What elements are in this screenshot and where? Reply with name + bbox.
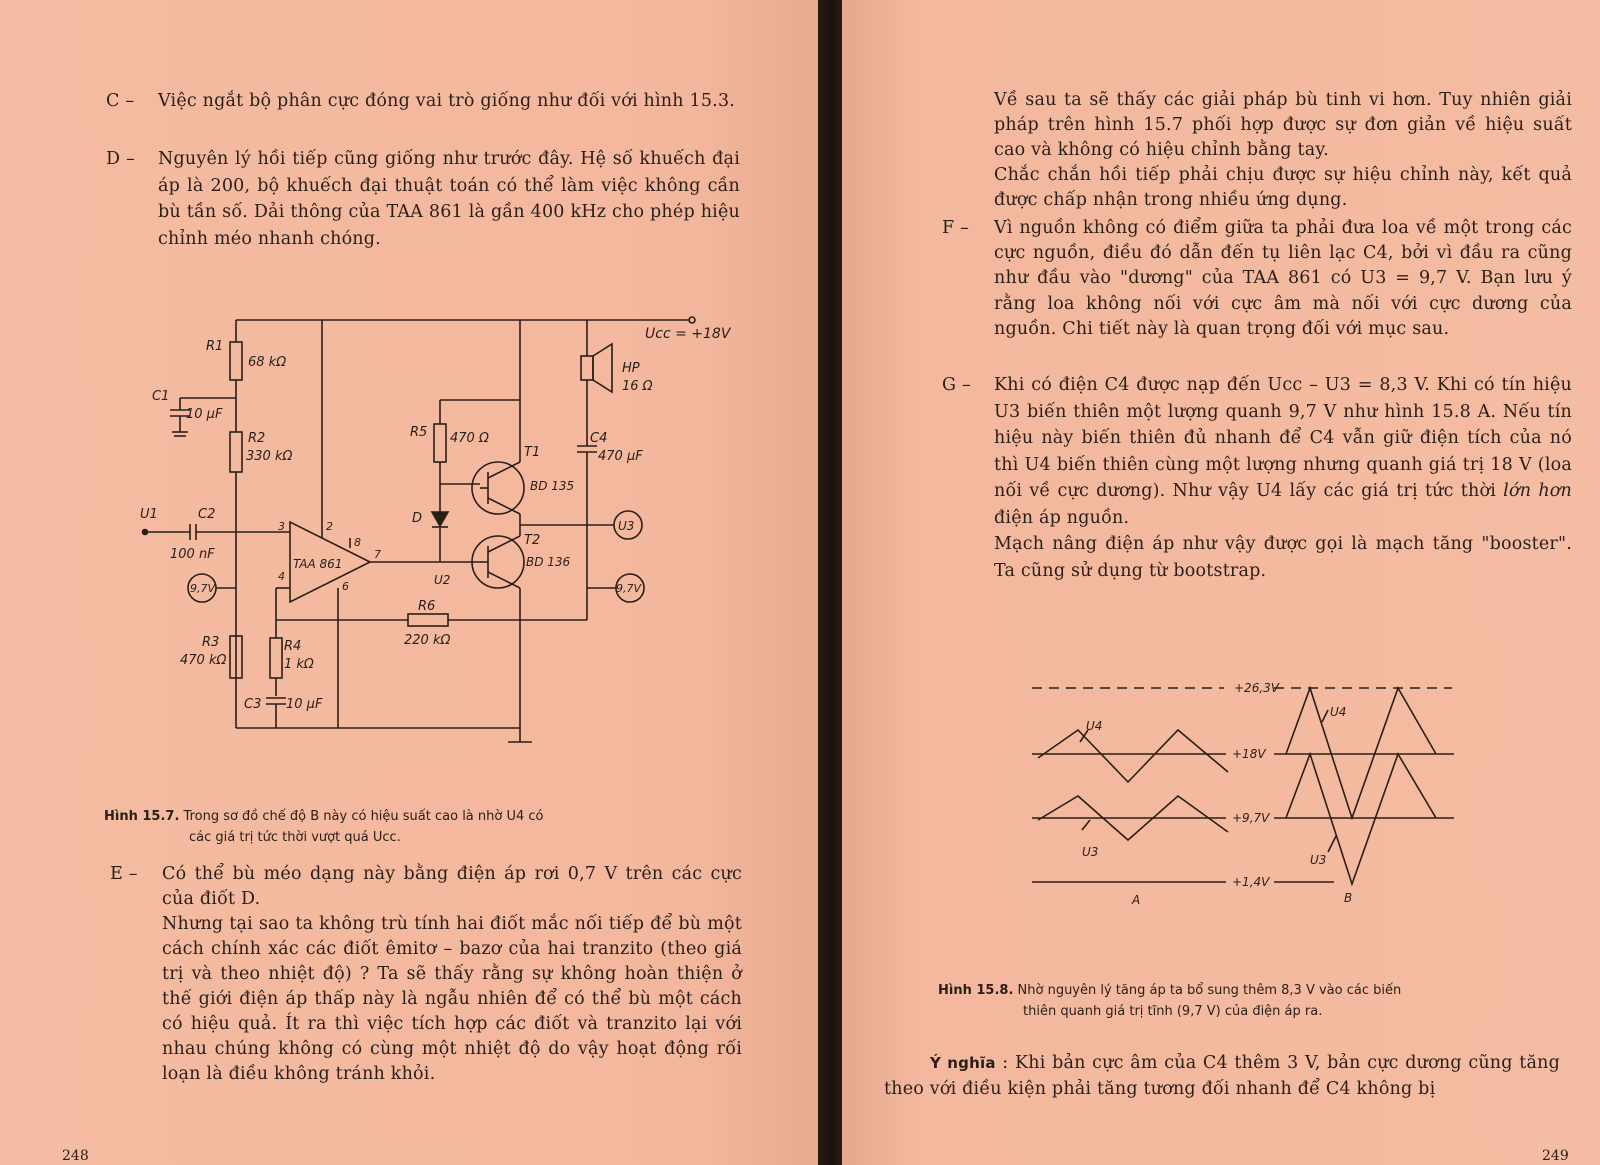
u3-badge: U3 (618, 519, 635, 533)
r2-label: R2 (248, 431, 266, 446)
caption-2-line2: thiên quanh giá trị tĩnh (9,7 V) của điện áp ra. (1023, 1004, 1323, 1019)
item-c-label: C – (106, 91, 135, 111)
item-d-label: D – (106, 149, 135, 169)
caption-label: Hình 15.7. (104, 809, 180, 824)
caption-label-2: Hình 15.8. (938, 983, 1014, 998)
c1-value: 10 µF (186, 407, 223, 422)
hp-value: 16 Ω (622, 379, 653, 394)
item-g-p1b: điện áp nguồn. (994, 507, 1130, 528)
r4-value: 1 kΩ (284, 657, 314, 672)
level-1-4: +1,4V (1232, 875, 1270, 889)
r2-value: 330 kΩ (246, 449, 293, 464)
right-page (842, 0, 1600, 1165)
supply-label: Ucc = +18V (645, 326, 731, 342)
item-c-text: Việc ngắt bộ phân cực đóng vai trò giống như đối với hình 15.3. (158, 91, 736, 111)
pin3: 3 (278, 520, 285, 533)
meaning-paragraph (884, 1050, 1560, 1102)
label-b: B (1344, 891, 1353, 905)
r1-label: R1 (206, 339, 224, 354)
out-bias-badge: 9,7V (616, 582, 642, 595)
caption-2-line1: Nhờ nguyên lý tăng áp ta bổ sung thêm 8,3 V vào các biến (1017, 983, 1402, 998)
item-e-p2: Nhưng tại sao ta không trù tính hai điốt mắc nối tiếp để bù một cách chính xác các điốt êmitơ – bazơ của hai tranzito (theo giá trị và theo nhiệt độ) ? Ta sẽ thấy rằng sự không hoàn thiện ở thế giới điện áp thấp này là ngẫu nhiên để có thể bù một cách có hiệu quả. Ít ra thì việc tích hợp các điốt và tranzito lại với nhau chúng không có cùng một nhiệt độ do vậy hoạt động rối loạn là điều không tránh khỏi. (162, 914, 742, 1084)
c4-label: C4 (590, 431, 608, 446)
item-g-label: G – (942, 375, 971, 395)
level-top: +26,3V (1234, 681, 1279, 695)
level-9-7: +9,7V (1232, 811, 1270, 825)
item-g-p1a: Khi có điện C4 được nạp đến Ucc – U3 = 8,3 V. Khi có tín hiệu U3 biến thiên một lượng quanh 9,7 V như hình 15.8 A. Nếu tín hiệu này biến thiên đủ nhanh để C4 vẫn giữ điện tích của nó thì U4 biến thiên cùng một lượng nhưng quanh giá trị 18 V (loa nối về cực dương). Như vậy U4 lấy các giá trị tức thời (994, 375, 1572, 501)
t2-label: T2 (524, 533, 541, 548)
item-f-label: F – (942, 218, 970, 238)
caption-line2: các giá trị tức thời vượt quá Ucc. (189, 830, 401, 845)
pin2: 2 (326, 520, 333, 533)
r4-label: R4 (284, 639, 302, 654)
page-number-right: 249 (1542, 1148, 1569, 1164)
r6-label: R6 (418, 599, 436, 614)
u2-label: U2 (434, 573, 451, 587)
pin6: 6 (342, 580, 349, 593)
item-d-text: Nguyên lý hồi tiếp cũng giống như trước đây. Hệ số khuếch đại áp là 200, bộ khuếch đại thuật toán có thể làm việc không cần bù tần số. Dải thông của TAA 861 là gần 400 kHz cho phép hiệu chỉnh méo nhanh chóng. (158, 149, 740, 249)
c4-value: 470 µF (598, 449, 643, 464)
t2-type: BD 136 (526, 555, 571, 569)
t1-type: BD 135 (530, 479, 575, 493)
pin7: 7 (374, 548, 381, 561)
bias-label: 9,7V (190, 582, 216, 595)
item-e-p1: Có thể bù méo dạng này bằng điện áp rơi 0,7 V trên các cực của điốt D. (162, 864, 742, 909)
label-a: A (1132, 893, 1141, 907)
figure-15-7-caption (104, 806, 724, 848)
u3-b-label: U3 (1310, 853, 1327, 867)
u1-label: U1 (140, 507, 158, 522)
r3-value: 470 kΩ (180, 653, 227, 668)
u4-b-label: U4 (1330, 705, 1347, 719)
pin8: 8 (354, 536, 361, 549)
meaning-label: Ý nghĩa (930, 1054, 996, 1072)
caption-line1: Trong sơ đồ chế độ B này có hiệu suất cao là nhờ U4 có (183, 809, 544, 824)
paragraph-top-1: Về sau ta sẽ thấy các giải pháp bù tinh vi hơn. Tuy nhiên giải pháp trên hình 15.7 phối hợp được sự đơn giản về hiệu suất cao và không có hiệu chỉnh bằng tay. (994, 90, 1572, 160)
svg-text:Ucc = +18V (645, 326, 732, 342)
r6-value: 220 kΩ (404, 633, 451, 648)
figure-15-8-caption (938, 980, 1558, 1022)
c2-value: 100 nF (170, 547, 215, 562)
item-f (942, 216, 1572, 342)
opamp-label: TAA 861 (293, 557, 343, 571)
u4-a-label: U4 (1086, 719, 1103, 733)
paragraph-top-2: Chắc chắn hồi tiếp phải chịu được sự hiệu chỉnh này, kết quả được chấp nhận trong nhiều ứng dụng. (994, 165, 1572, 210)
item-g (942, 372, 1572, 584)
r5-value: 470 Ω (450, 431, 489, 446)
item-e (110, 862, 742, 1087)
item-d (106, 146, 740, 252)
r5-label: R5 (410, 425, 428, 440)
item-g-emphasis: lớn hơn (1503, 481, 1572, 501)
r3-label: R3 (202, 635, 220, 650)
item-e-label: E – (110, 864, 138, 884)
c3-value: 10 µF (286, 697, 323, 712)
hp-label: HP (622, 361, 640, 376)
d-label: D (412, 511, 423, 526)
meaning-text: : Khi bản cực âm của C4 thêm 3 V, bản cực dương cũng tăng theo với điều kiện phải tăng tương đối nhanh để C4 không bị (884, 1053, 1561, 1099)
pin4: 4 (278, 570, 285, 583)
waveform-diagram (992, 660, 1592, 920)
r1-value: 68 kΩ (248, 355, 287, 370)
c2-label: C2 (198, 507, 216, 522)
item-f-text: Vì nguồn không có điểm giữa ta phải đưa loa về một trong các cực nguồn, điều đó dẫn đến tụ liên lạc C4, bởi vì đầu ra cũng như đầu vào "dương" của TAA 861 có U3 = 9,7 V. Bạn lưu ý rằng loa không nối với cực âm mà nối với cực dương của nguồn. Chi tiết này là quan trọng đối với mục sau. (994, 218, 1572, 339)
page-number-left: 248 (62, 1148, 89, 1164)
level-18: +18V (1232, 747, 1266, 761)
c1-label: C1 (152, 389, 170, 404)
book-spine (818, 0, 842, 1165)
paragraph-top (994, 88, 1572, 213)
u3-a-label: U3 (1082, 845, 1099, 859)
circuit-diagram (120, 300, 740, 760)
c3-label: C3 (244, 697, 262, 712)
t1-label: T1 (524, 445, 541, 460)
item-c (106, 88, 740, 114)
item-g-p2: Mạch nâng điện áp như vậy được gọi là mạch tăng "booster". Ta cũng sử dụng từ bootstrap. (994, 534, 1572, 581)
